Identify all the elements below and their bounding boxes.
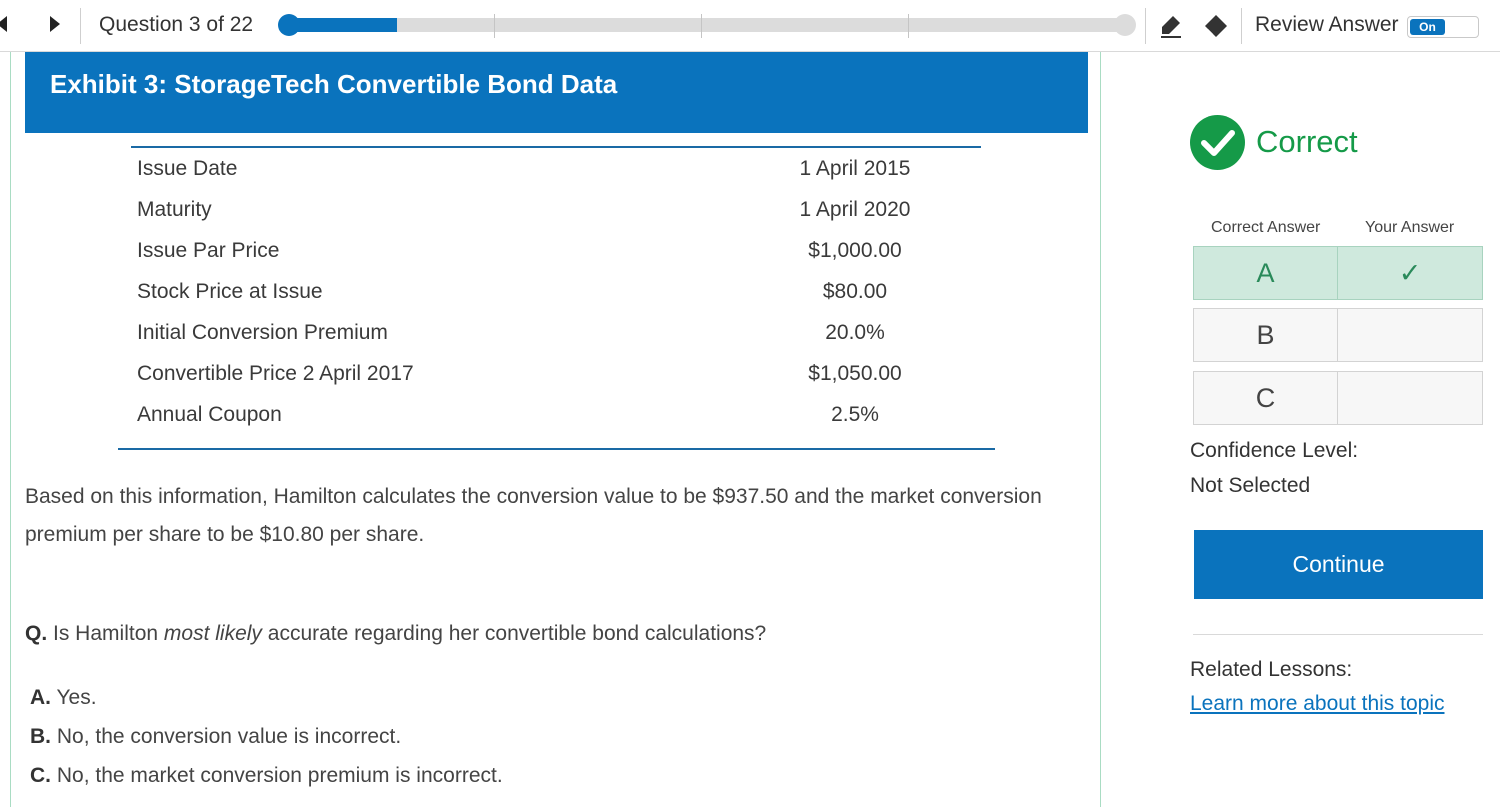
row-value: $1,050.00 [808,362,902,385]
your-answer-mark: ✓ [1337,246,1483,300]
answer-choice: C [1193,371,1338,425]
related-lessons-label: Related Lessons: [1190,658,1353,681]
option-b[interactable] [30,725,401,749]
question-counter: Question 3 of 22 [99,13,254,36]
option-text: No, the conversion value is incorrect. [56,725,402,748]
answer-choice: B [1193,308,1338,362]
table-row [131,230,981,271]
result-status: Correct [1256,124,1358,159]
exhibit-header [25,52,1088,133]
divider [80,8,81,44]
row-label: Issue Par Price [137,239,280,262]
question-text-after: accurate regarding her convertible bond calculations? [267,622,767,645]
correct-answer-header: Correct Answer [1211,219,1321,236]
row-label: Issue Date [137,157,238,180]
table-row [131,189,981,230]
exhibit-title: Exhibit 3: StorageTech Convertible Bond Data [50,69,618,99]
row-label: Convertible Price 2 April 2017 [137,362,414,385]
table-bottom-rule [118,448,995,450]
progress-end-knob [1114,14,1136,36]
exhibit-table [131,146,981,435]
your-answer-mark [1337,308,1483,362]
option-text: Yes. [56,686,97,709]
progress-tick [908,14,909,38]
option-letter: C. [30,764,51,787]
table-row [131,312,981,353]
row-label: Stock Price at Issue [137,280,323,303]
divider [1145,8,1146,44]
table-row [131,353,981,394]
row-value: 1 April 2020 [799,198,911,221]
answer-choice: A [1193,246,1338,300]
question-prefix: Q. [25,622,48,645]
left-border [10,52,11,807]
row-label: Initial Conversion Premium [137,321,388,344]
confidence-value: Not Selected [1190,474,1311,497]
row-value: 20.0% [825,321,885,344]
answer-row-a [1193,246,1483,300]
prev-arrow-icon[interactable] [0,16,7,32]
related-lesson-link[interactable]: Learn more about this topic [1190,692,1445,715]
progress-tick [701,14,702,38]
row-label: Maturity [137,198,212,221]
progress-tick [494,14,495,38]
your-answer-mark [1337,371,1483,425]
table-row [131,394,981,435]
question-text [25,622,766,646]
highlighter-icon[interactable] [1157,12,1185,40]
option-text: No, the market conversion premium is incorrect. [56,764,503,787]
option-letter: B. [30,725,51,748]
question-emphasis: most likely [163,622,262,645]
toggle-state: On [1410,19,1445,35]
row-label: Annual Coupon [137,403,282,426]
eraser-icon[interactable] [1202,12,1230,40]
question-text-before: Is Hamilton [53,622,159,645]
option-letter: A. [30,686,51,709]
checkmark-icon [1190,115,1245,170]
answer-row-b [1193,308,1483,362]
divider [1241,8,1242,44]
table-row [131,271,981,312]
table-row [131,148,981,189]
option-c[interactable] [30,764,503,788]
top-bar [0,0,1500,52]
divider [1193,634,1483,635]
row-value: 2.5% [831,403,879,426]
answer-row-c [1193,371,1483,425]
confidence-label: Confidence Level: [1190,439,1359,462]
continue-button[interactable]: Continue [1194,530,1483,599]
passage-text: Based on this information, Hamilton calculates the conversion value to be $937.50 and the market conversion premium per share to be $10.80 per share. [25,485,1042,546]
progress-start-knob [278,14,300,36]
review-answer-toggle[interactable] [1407,16,1479,38]
progress-track [281,18,1134,32]
next-arrow-icon[interactable] [50,16,60,32]
row-value: $80.00 [822,280,888,303]
review-answer-label: Review Answer [1255,13,1399,36]
row-value: $1,000.00 [808,239,902,262]
option-a[interactable] [30,686,97,710]
panel-divider [1100,52,1101,807]
your-answer-header: Your Answer [1365,219,1455,236]
progress-bar [281,14,1134,36]
row-value: 1 April 2015 [799,157,911,180]
